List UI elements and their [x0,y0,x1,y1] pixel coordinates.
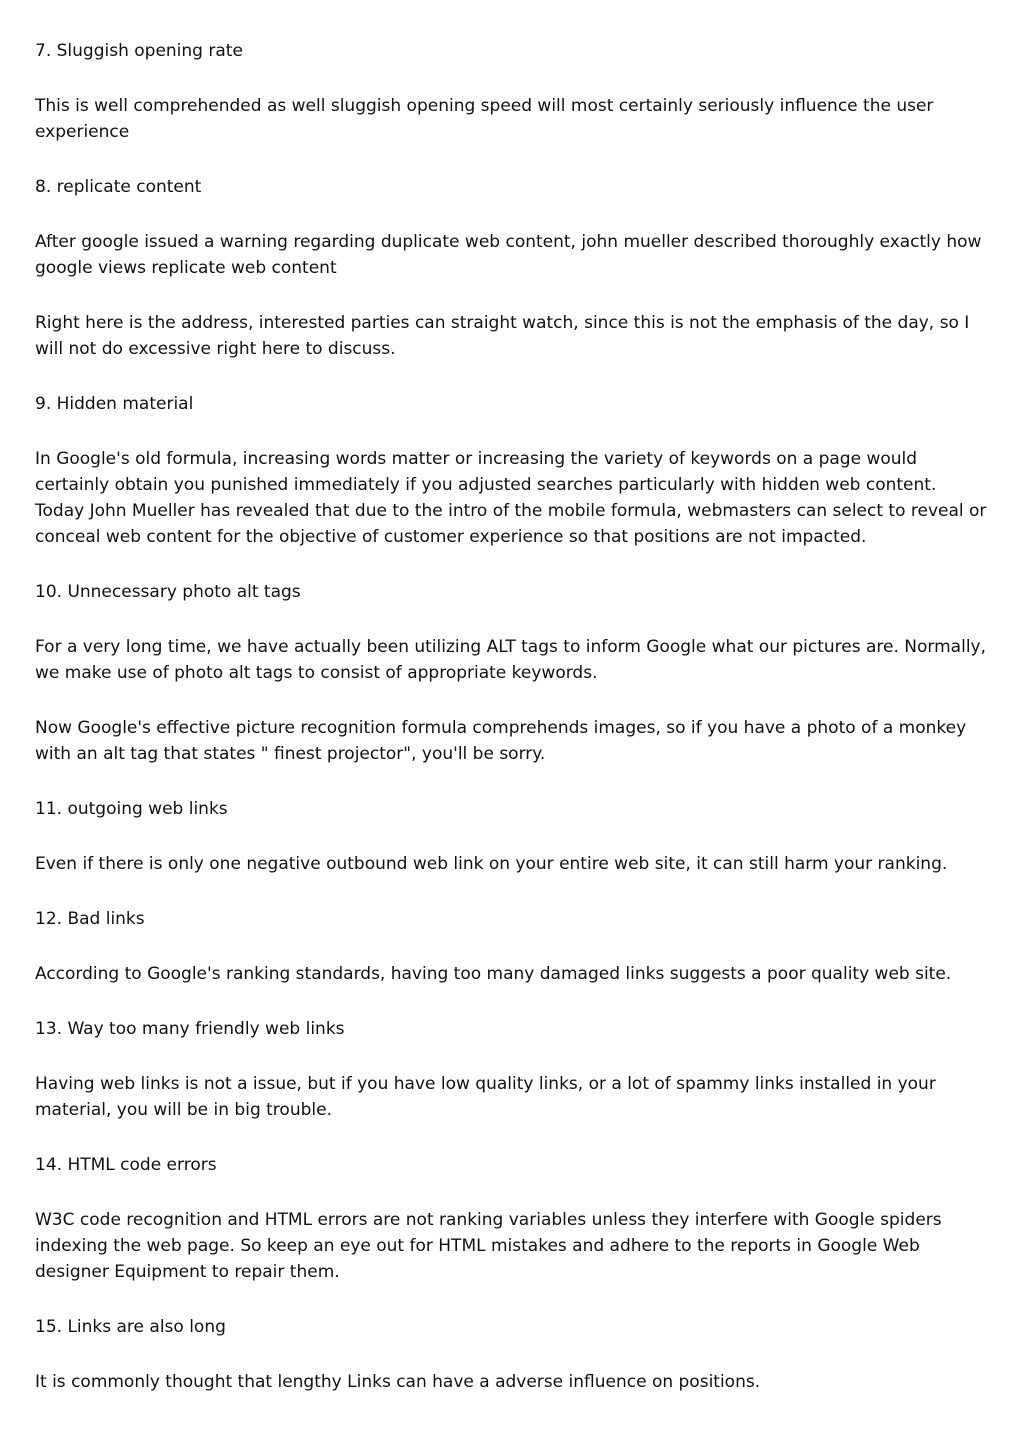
paragraph: For a very long time, we have actually been utilizing ALT tags to inform Google what our pictures are. Normally, we make use of photo alt tags to consist of appropriate keywords. [35,637,987,683]
heading-12: 12. Bad links [35,909,145,929]
paragraph: Even if there is only one negative outbound web link on your entire web site, it can still harm your ranking. [35,854,948,874]
paragraph: It is commonly thought that lengthy Links can have a adverse influence on positions. [35,1372,761,1392]
paragraph: Now Google's effective picture recognition formula comprehends images, so if you have a photo of a monkey with an alt tag that states " finest projector", you'll be sorry. [35,718,967,764]
heading-7: 7. Sluggish opening rate [35,41,243,61]
paragraph: W3C code recognition and HTML errors are not ranking variables unless they interfere with Google spiders indexing the web page. So keep an eye out for HTML mistakes and adhere to the reports in Google Web designer Equipment to repair them. [35,1210,942,1282]
heading-10: 10. Unnecessary photo alt tags [35,582,301,602]
document-body [35,38,990,1424]
paragraph: Right here is the address, interested parties can straight watch, since this is not the emphasis of the day, so I will not do excessive right here to discuss. [35,313,970,359]
heading-15: 15. Links are also long [35,1317,226,1337]
paragraph: In Google's old formula, increasing words matter or increasing the variety of keywords on a page would certainly obtain you punished immediately if you adjusted searches particularly with hidden web content. Today John Mueller has revealed that due to the intro of the mobile formula, webmasters can select to reveal or conceal web content for the objective of customer experience so that positions are not impacted. [35,449,987,547]
paragraph: This is well comprehended as well sluggish opening speed will most certainly seriously influence the user experience [35,96,934,142]
heading-11: 11. outgoing web links [35,799,228,819]
paragraph: After google issued a warning regarding duplicate web content, john mueller described thoroughly exactly how google views replicate web content [35,232,982,278]
heading-14: 14. HTML code errors [35,1155,217,1175]
paragraph: Having web links is not a issue, but if you have low quality links, or a lot of spammy links installed in your material, you will be in big trouble. [35,1074,936,1120]
heading-9: 9. Hidden material [35,394,194,414]
heading-13: 13. Way too many friendly web links [35,1019,345,1039]
paragraph: According to Google's ranking standards, having too many damaged links suggests a poor quality web site. [35,964,952,984]
heading-8: 8. replicate content [35,177,202,197]
